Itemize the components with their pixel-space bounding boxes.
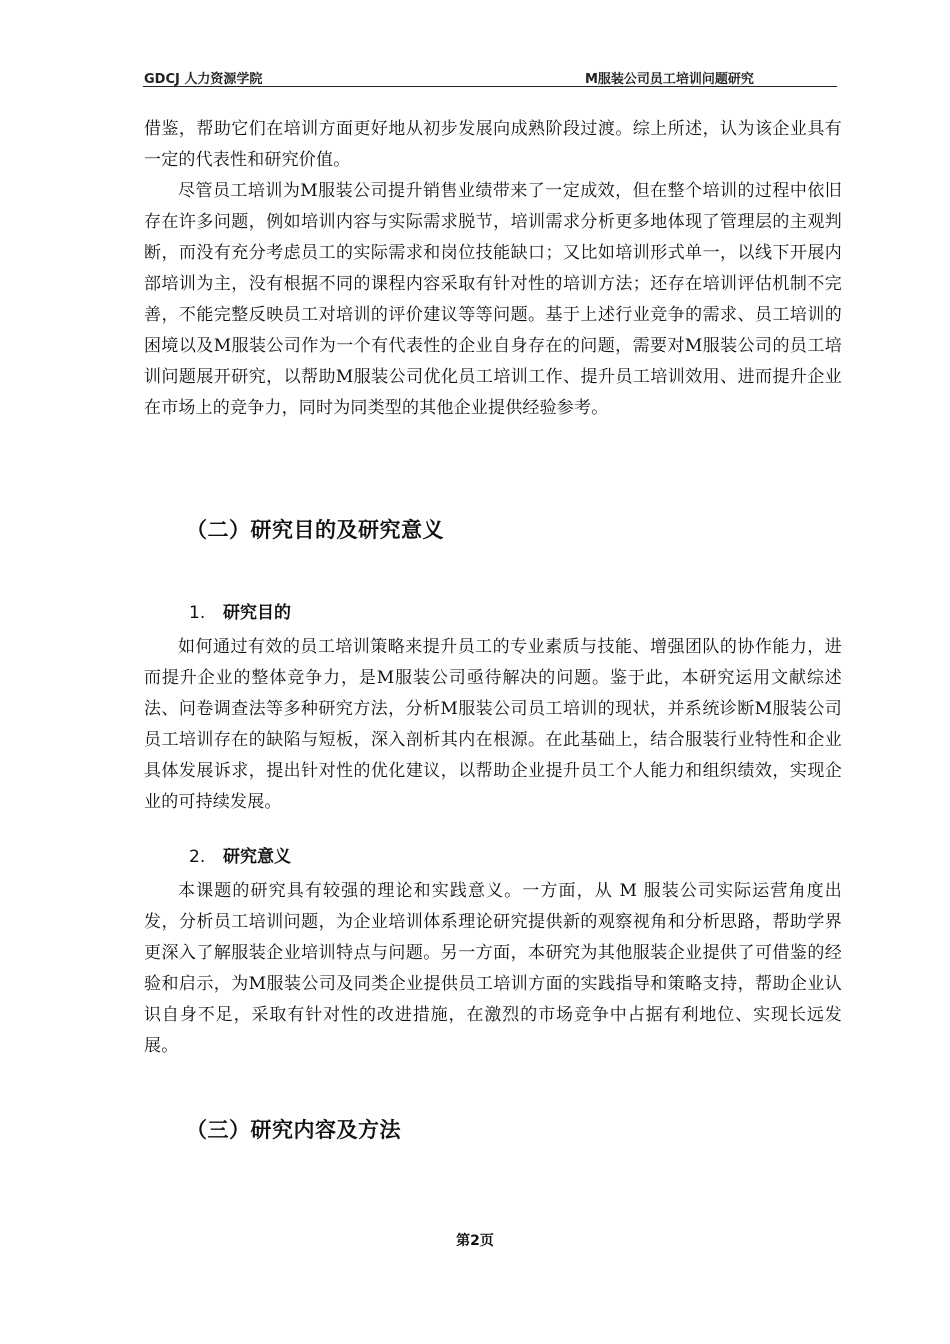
- subheading-label: 研究目的: [223, 603, 291, 623]
- page-number: 第2页: [456, 1233, 494, 1249]
- subheading-research-significance: [189, 842, 291, 867]
- subheading-research-purpose: [189, 598, 291, 623]
- page-header: [143, 64, 837, 87]
- subheading-number: 1.: [189, 603, 206, 623]
- section-heading-purpose-significance: （二）研究目的及研究意义: [186, 518, 444, 542]
- section-heading-content-methods: （三）研究内容及方法: [186, 1118, 401, 1142]
- paragraph-research-purpose: 如何通过有效的员工培训策略来提升员工的专业素质与技能、增强团队的协作能力，进而提升企业的整体竞争力，是M服装公司亟待解决的问题。鉴于此，本研究运用文献综述法、问卷调查法等多种研究方法，分析M服装公司员工培训的现状，并系统诊断M服装公司员工培训存在的缺陷与短板，深入剖析其内在根源。在此基础上，结合服装行业特性和企业具体发展诉求，提出针对性的优化建议，以帮助企业提升员工个人能力和组织绩效，实现企业的可持续发展。: [144, 637, 842, 812]
- paragraph-problems: 尽管员工培训为M服装公司提升销售业绩带来了一定成效，但在整个培训的过程中依旧存在许多问题，例如培训内容与实际需求脱节，培训需求分析更多地体现了管理层的主观判断，而没有充分考虑员工的实际需求和岗位技能缺口；又比如培训形式单一，以线下开展内部培训为主，没有根据不同的课程内容采取有针对性的培训方法；还存在培训评估机制不完善，不能完整反映员工对培训的评价建议等等问题。基于上述行业竞争的需求、员工培训的困境以及M服装公司作为一个有代表性的企业自身存在的问题，需要对M服装公司的员工培训问题展开研究，以帮助M服装公司优化员工培训工作、提升员工培训效用、进而提升企业在市场上的竞争力，同时为同类型的其他企业提供经验参考。: [144, 181, 842, 418]
- paragraph-research-significance: 本课题的研究具有较强的理论和实践意义。一方面，从 M 服装公司实际运营角度出发，分析员工培训问题，为企业培训体系理论研究提供新的观察视角和分析思路，帮助学界更深入了解服装企业培训特点与问题。另一方面，本研究为其他服装企业提供了可借鉴的经验和启示，为M服装公司及同类企业提供员工培训方面的实践指导和策略支持，帮助企业认识自身不足，采取有针对性的改进措施，在激烈的市场竞争中占据有利地位、实现长远发展。: [144, 881, 842, 1056]
- header-institution: GDCJ 人力资源学院: [144, 72, 263, 87]
- header-paper-title: M服装公司员工培训问题研究: [585, 72, 754, 87]
- subheading-number: 2.: [189, 847, 206, 867]
- subheading-label: 研究意义: [223, 847, 291, 867]
- paragraph-intro-tail: 借鉴，帮助它们在培训方面更好地从初步发展向成熟阶段过渡。综上所述，认为该企业具有一定的代表性和研究价值。: [144, 119, 842, 170]
